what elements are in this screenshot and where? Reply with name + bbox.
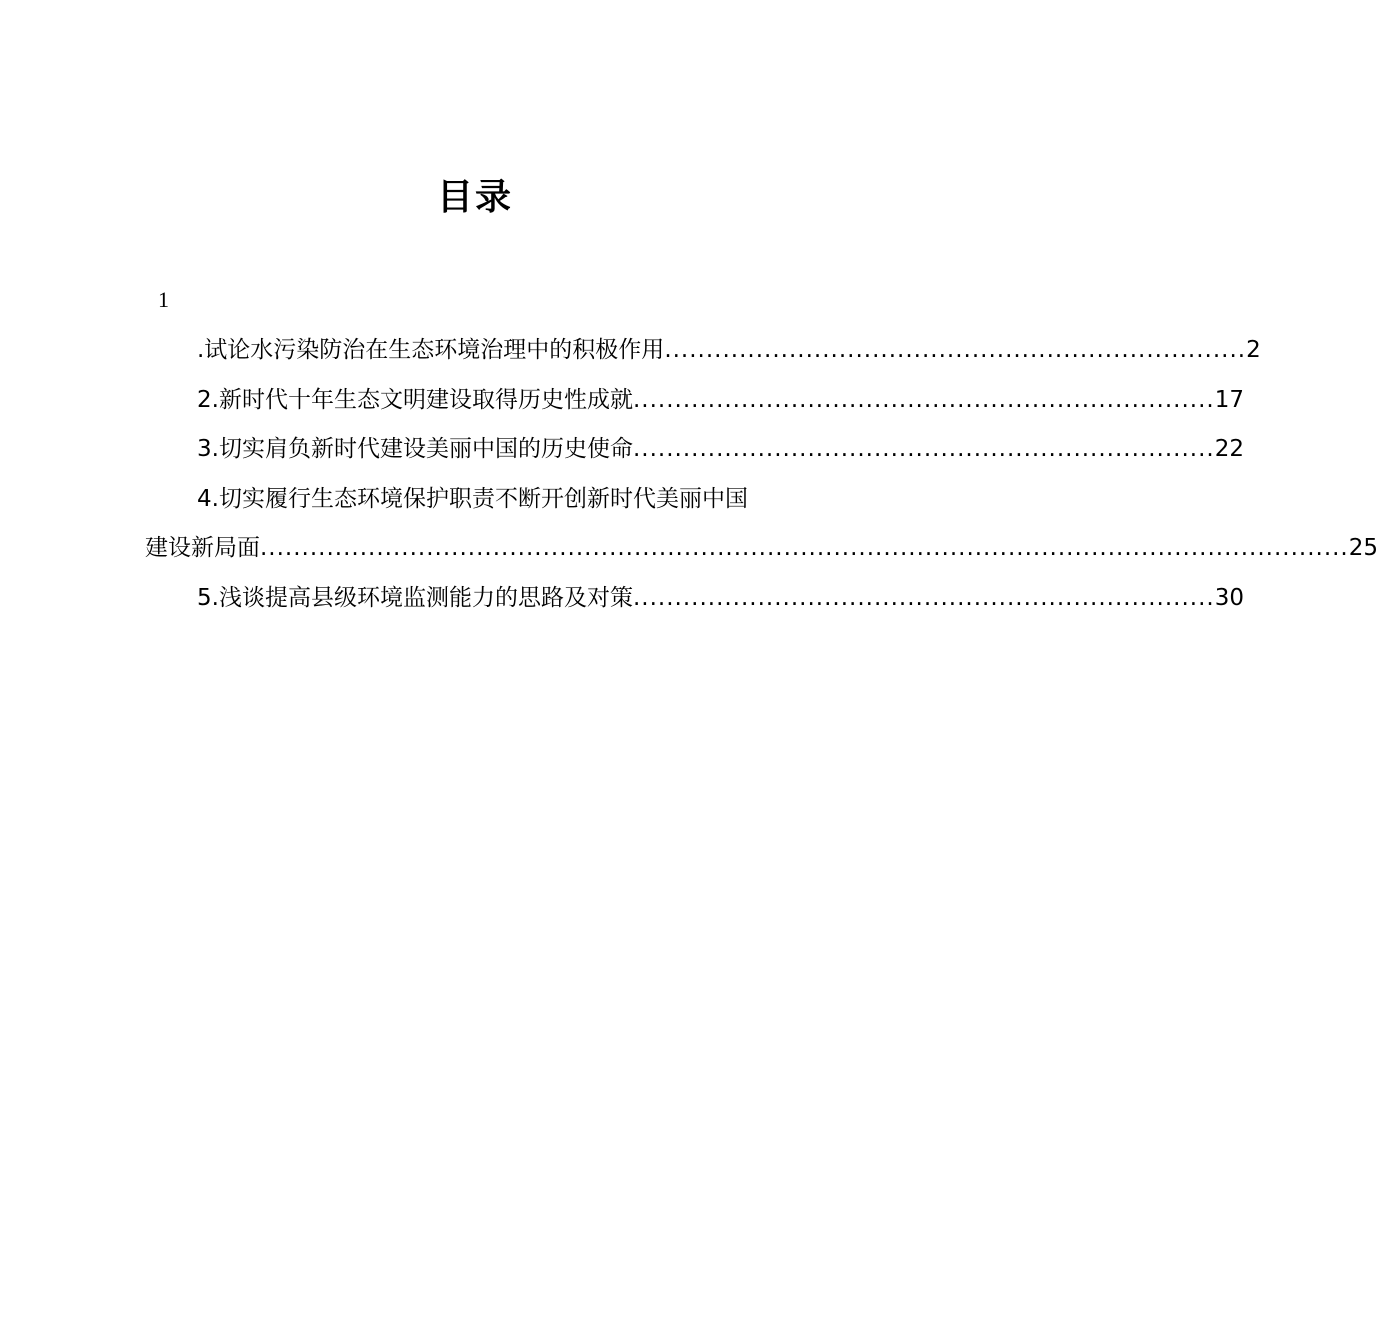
toc-entry-text: 建设新局面 <box>145 535 260 561</box>
toc-entry-page: 30 <box>1214 585 1245 611</box>
dot-leader: ...................................................................... <box>632 436 1215 462</box>
toc-entry-text: .试论水污染防治在生态环境治理中的积极作用 <box>197 337 665 363</box>
toc-entry-page: 25 <box>1348 535 1378 561</box>
toc-entry-4-line1[interactable] <box>145 479 805 519</box>
toc-entry-1[interactable] <box>145 330 1261 370</box>
dot-leader: ...................................................................... <box>632 387 1215 413</box>
dot-leader: ................................................................................................................................... <box>260 535 1349 561</box>
toc-entry-page: 2 <box>1246 337 1261 363</box>
toc-entry-3[interactable] <box>145 429 1245 469</box>
toc-entry-text: 4.切实履行生态环境保护职责不断开创新时代美丽中国 <box>197 486 748 512</box>
toc-entry-5[interactable] <box>145 578 1245 618</box>
toc-entry-page: 17 <box>1214 387 1245 413</box>
toc-entry-text: 5.浅谈提高县级环境监测能力的思路及对策 <box>197 585 633 611</box>
toc-entry-text: 3.切实肩负新时代建设美丽中国的历史使命 <box>197 436 633 462</box>
toc-entry-4-line2[interactable] <box>145 528 1378 568</box>
dot-leader: ...................................................................... <box>664 337 1247 363</box>
toc-entry-page: 22 <box>1214 436 1245 462</box>
toc-entry-text: 2.新时代十年生态文明建设取得历史性成就 <box>197 387 633 413</box>
dot-leader: ...................................................................... <box>632 585 1215 611</box>
toc-title: 目录 <box>436 176 513 218</box>
toc-entry-2[interactable] <box>145 380 1245 420</box>
stray-number: 1 <box>158 287 169 312</box>
